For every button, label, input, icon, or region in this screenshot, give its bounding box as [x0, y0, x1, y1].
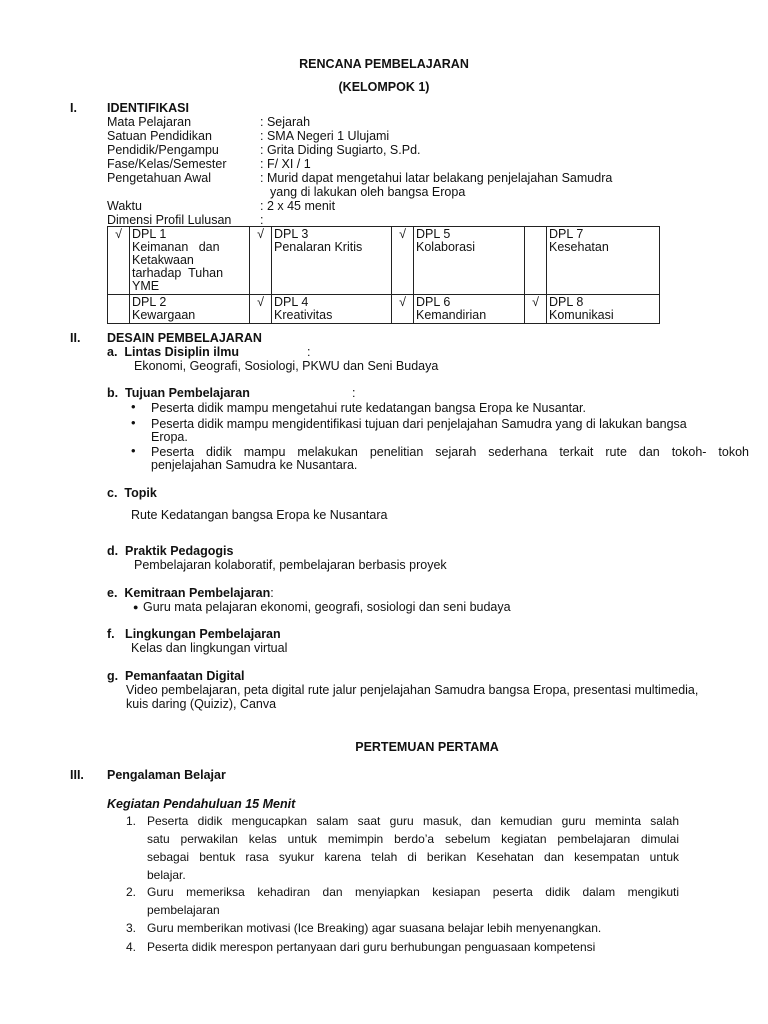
subsection-e-text: Guru mata pelajaran ekonomi, geografi, sosiologi dan seni budaya — [143, 600, 511, 614]
list-item-cont: penjelajahan Samudra ke Nusantara. — [151, 458, 358, 472]
dpl-cell — [272, 295, 392, 324]
dpl-cell — [547, 227, 660, 295]
dpl-check: √ — [525, 295, 547, 324]
list-number: 3. — [125, 921, 136, 935]
identity-label: Waktu — [107, 199, 142, 213]
list-item: Peserta didik mampu mengetahui rute kedatangan bangsa Eropa ke Nusantar. — [151, 401, 586, 415]
identity-value-cont: yang di lakukan oleh bangsa Eropa — [270, 185, 466, 199]
dpl-desc: Kreativitas — [274, 308, 333, 322]
identity-label: Fase/Kelas/Semester — [107, 157, 227, 171]
dpl-row — [108, 227, 660, 295]
dpl-desc: Kemandirian — [416, 308, 487, 322]
dpl-table — [107, 226, 660, 324]
dpl-check: √ — [250, 227, 272, 295]
list-item: Peserta didik mampu mengidentifikasi tujuan dari penjelajahan Samudra yang di lakukan bangsa — [151, 417, 687, 431]
identity-value: : Sejarah — [260, 115, 311, 129]
subsection-c-text: Rute Kedatangan bangsa Eropa ke Nusantara — [131, 508, 388, 522]
identity-value: : Murid dapat mengetahui latar belakang penjelajahan Samudra — [260, 171, 613, 185]
dpl-desc: Kewargaan — [132, 308, 196, 322]
list-item-cont: satu perwakilan kelas untuk memimpin berdo’a sebelum kegiatan pembelajaran dimulai — [147, 832, 679, 846]
dpl-desc: Penalaran Kritis — [274, 240, 363, 254]
subsection-d-text: Pembelajaran kolaboratif, pembelajaran berbasis proyek — [134, 558, 447, 572]
dpl-desc: Keimanan dan — [132, 240, 220, 254]
subsection-g-label: g. Pemanfaatan Digital — [107, 669, 245, 683]
list-item-cont: sebagai bentuk rasa syukur karena telah di berikan Kesehatan dan kesempatan untuk — [147, 850, 679, 864]
subsection-e-label: e. Kemitraan Pembelajaran — [107, 586, 271, 600]
list-item: Guru memeriksa kehadiran dan menyiapkan kesiapan peserta didik dalam mengikuti — [147, 885, 679, 899]
list-number: 4. — [125, 940, 136, 954]
bullet-icon: • — [131, 415, 136, 430]
dpl-code: DPL 1 — [132, 227, 167, 241]
section-2-number: II. — [70, 331, 81, 345]
section-2-title: DESAIN PEMBELAJARAN — [107, 331, 262, 345]
activity-heading: Kegiatan Pendahuluan 15 Menit — [107, 797, 296, 811]
subsection-c-label: c. Topik — [107, 486, 157, 500]
section-3-title: Pengalaman Belajar — [107, 768, 226, 782]
dpl-cell — [414, 227, 525, 295]
subsection-e-colon: : — [270, 586, 274, 600]
identity-label: Mata Pelajaran — [107, 115, 192, 129]
identity-value: : F/ XI / 1 — [260, 157, 311, 171]
dpl-code: DPL 2 — [132, 295, 167, 309]
subsection-b-label: b. Tujuan Pembelajaran — [107, 386, 250, 400]
dpl-check: √ — [250, 295, 272, 324]
list-item-cont: belajar. — [147, 868, 186, 882]
subsection-a-label: a. Lintas Disiplin ilmu — [107, 345, 239, 359]
bullet-icon: ● — [133, 602, 139, 612]
dpl-code: DPL 4 — [274, 295, 309, 309]
dpl-desc: Ketakwaan — [132, 253, 194, 267]
bullet-icon: • — [131, 443, 136, 458]
doc-subtitle: (KELOMPOK 1) — [338, 80, 430, 94]
subsection-a-text: Ekonomi, Geografi, Sosiologi, PKWU dan Seni Budaya — [134, 359, 439, 373]
list-item: Peserta didik merespon pertanyaan dari guru berhubungan penguasaan kompetensi — [147, 940, 596, 954]
identity-label: Pengetahuan Awal — [107, 171, 212, 185]
identity-label: Pendidik/Pengampu — [107, 143, 219, 157]
list-item-cont: pembelajaran — [147, 903, 220, 917]
list-number: 2. — [125, 885, 136, 899]
identity-value: : SMA Negeri 1 Ulujami — [260, 129, 390, 143]
identity-value: : Grita Diding Sugiarto, S.Pd. — [260, 143, 421, 157]
dpl-code: DPL 6 — [416, 295, 451, 309]
list-item-cont: Eropa. — [151, 430, 188, 444]
identity-label: Dimensi Profil Lulusan — [107, 213, 232, 227]
identity-value: : — [260, 213, 264, 227]
identity-value: : 2 x 45 menit — [260, 199, 336, 213]
subsection-e-heading — [107, 586, 274, 600]
section-1-title: IDENTIFIKASI — [107, 101, 189, 115]
subsection-f-label: f. Lingkungan Pembelajaran — [107, 627, 281, 641]
dpl-check: √ — [392, 227, 414, 295]
dpl-check: √ — [392, 295, 414, 324]
list-item: Peserta didik mengucapkan salam saat guru masuk, dan kemudian guru meminta salah — [147, 814, 679, 828]
dpl-check-empty — [108, 295, 130, 324]
dpl-cell — [414, 295, 525, 324]
subsection-g-text-cont: kuis daring (Quiziz), Canva — [126, 697, 277, 711]
subsection-f-text: Kelas dan lingkungan virtual — [131, 641, 288, 655]
dpl-desc: Kolaborasi — [416, 240, 476, 254]
doc-title: RENCANA PEMBELAJARAN — [299, 57, 469, 71]
dpl-cell — [130, 295, 250, 324]
list-item: Guru memberikan motivasi (Ice Breaking) agar suasana belajar lebih menyenangkan. — [147, 921, 602, 935]
list-item: Peserta didik mampu melakukan penelitian sejarah sederhana terkait rute dan tokoh- tokoh — [151, 445, 749, 459]
dpl-code: DPL 7 — [549, 227, 584, 241]
dpl-code: DPL 8 — [549, 295, 584, 309]
subsection-g-text: Video pembelajaran, peta digital rute jalur penjelajahan Samudra bangsa Eropa, presentasi multimedia, — [126, 683, 699, 697]
meeting-heading: PERTEMUAN PERTAMA — [355, 740, 499, 754]
dpl-check-empty — [525, 227, 547, 295]
dpl-desc: YME — [132, 279, 160, 293]
bullet-icon: • — [131, 399, 136, 414]
dpl-desc: tarhadap Tuhan — [132, 266, 224, 280]
dpl-check: √ — [108, 227, 130, 295]
identity-label: Satuan Pendidikan — [107, 129, 212, 143]
section-3-number: III. — [70, 768, 84, 782]
subsection-b-colon: : — [352, 386, 356, 400]
dpl-desc: Kesehatan — [549, 240, 609, 254]
dpl-cell — [547, 295, 660, 324]
dpl-cell — [130, 227, 250, 295]
dpl-desc: Komunikasi — [549, 308, 614, 322]
dpl-row — [108, 295, 660, 324]
list-number: 1. — [125, 814, 136, 828]
dpl-cell — [272, 227, 392, 295]
subsection-d-label: d. Praktik Pedagogis — [107, 544, 234, 558]
subsection-a-colon: : — [307, 345, 311, 359]
section-1-number: I. — [70, 101, 77, 115]
dpl-code: DPL 3 — [274, 227, 309, 241]
dpl-code: DPL 5 — [416, 227, 451, 241]
